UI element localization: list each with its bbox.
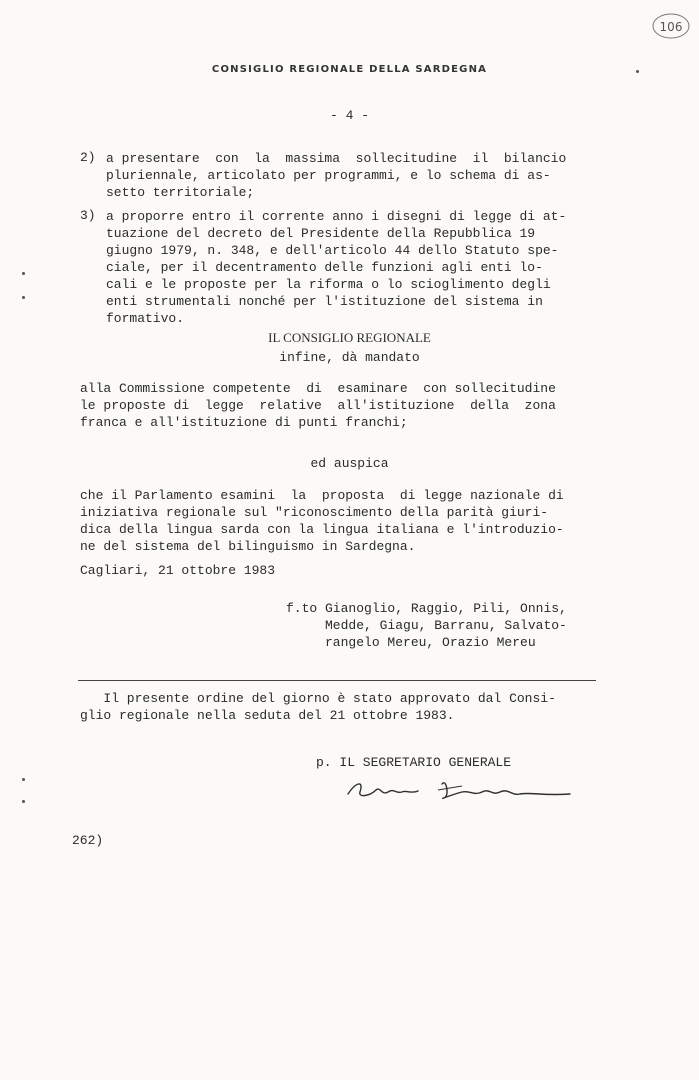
binder-mark bbox=[22, 296, 25, 299]
text-line: giugno 1979, n. 348, e dell'articolo 44 dello Statuto spe- bbox=[106, 243, 559, 258]
council-heading: IL CONSIGLIO REGIONALE bbox=[268, 330, 431, 345]
text-line: enti strumentali nonché per l'istituzione del sistema in bbox=[106, 294, 543, 309]
item-3-number: 3) bbox=[80, 208, 96, 223]
approval-note bbox=[80, 690, 556, 724]
text-line: tuazione del decreto del Presidente della Repubblica 19 bbox=[106, 226, 536, 241]
page-number: - 4 - bbox=[329, 108, 369, 123]
text-line: formativo. bbox=[106, 311, 185, 326]
text-line: Medde, Giagu, Barranu, Salvato- bbox=[286, 618, 567, 633]
binder-mark bbox=[22, 272, 25, 275]
text-line: Il presente ordine del giorno è stato approvato dal Consi- bbox=[80, 691, 556, 706]
archive-stamp bbox=[651, 12, 691, 40]
text-line: che il Parlamento esamini la proposta di legge nazionale di bbox=[80, 488, 564, 503]
text-line: glio regionale nella seduta del 21 ottobre 1983. bbox=[80, 708, 455, 723]
mandate-paragraph bbox=[80, 380, 556, 431]
footer-code: 262) bbox=[72, 833, 104, 848]
mandate-heading: infine, dà mandato bbox=[279, 350, 420, 365]
text-line: dica della lingua sarda con la lingua italiana e l'introduzio- bbox=[80, 522, 564, 537]
text-line: le proposte di legge relative all'istituzione della zona bbox=[80, 398, 556, 413]
institution-header: CONSIGLIO REGIONALE DELLA SARDEGNA bbox=[211, 64, 488, 75]
auspica-paragraph bbox=[80, 487, 564, 555]
item-3-text bbox=[106, 208, 566, 327]
text-line: a presentare con la massima sollecitudine il bilancio bbox=[106, 151, 567, 166]
text-line: franca e all'istituzione di punti franchi; bbox=[80, 415, 408, 430]
binder-mark bbox=[22, 800, 25, 803]
text-line: rangelo Mereu, Orazio Mereu bbox=[286, 635, 536, 650]
ink-speck bbox=[636, 70, 639, 73]
secretary-title: p. IL SEGRETARIO GENERALE bbox=[316, 755, 512, 770]
binder-mark bbox=[22, 778, 25, 781]
place-date: Cagliari, 21 ottobre 1983 bbox=[80, 563, 276, 578]
horizontal-rule bbox=[78, 680, 596, 681]
text-line: a proporre entro il corrente anno i disegni di legge di at- bbox=[106, 209, 567, 224]
text-line: iniziativa regionale sul "riconoscimento della parità giuri- bbox=[80, 505, 549, 520]
auspica-heading: ed auspica bbox=[310, 456, 389, 471]
stamp-number: 106 bbox=[659, 20, 683, 34]
item-2-text bbox=[106, 150, 566, 201]
text-line: ne del sistema del bilinguismo in Sardegna. bbox=[80, 539, 416, 554]
text-line: f.to Gianoglio, Raggio, Pili, Onnis, bbox=[286, 601, 567, 616]
text-line: pluriennale, articolato per programmi, e lo schema di as- bbox=[106, 168, 551, 183]
handwritten-signature bbox=[342, 774, 576, 806]
text-line: cali e le proposte per la riforma o lo scioglimento degli bbox=[106, 277, 551, 292]
text-line: ciale, per il decentramento delle funzioni agli enti lo- bbox=[106, 260, 543, 275]
signatories bbox=[286, 600, 567, 651]
text-line: alla Commissione competente di esaminare con sollecitudine bbox=[80, 381, 556, 396]
text-line: setto territoriale; bbox=[106, 185, 255, 200]
item-2-number: 2) bbox=[80, 150, 96, 165]
